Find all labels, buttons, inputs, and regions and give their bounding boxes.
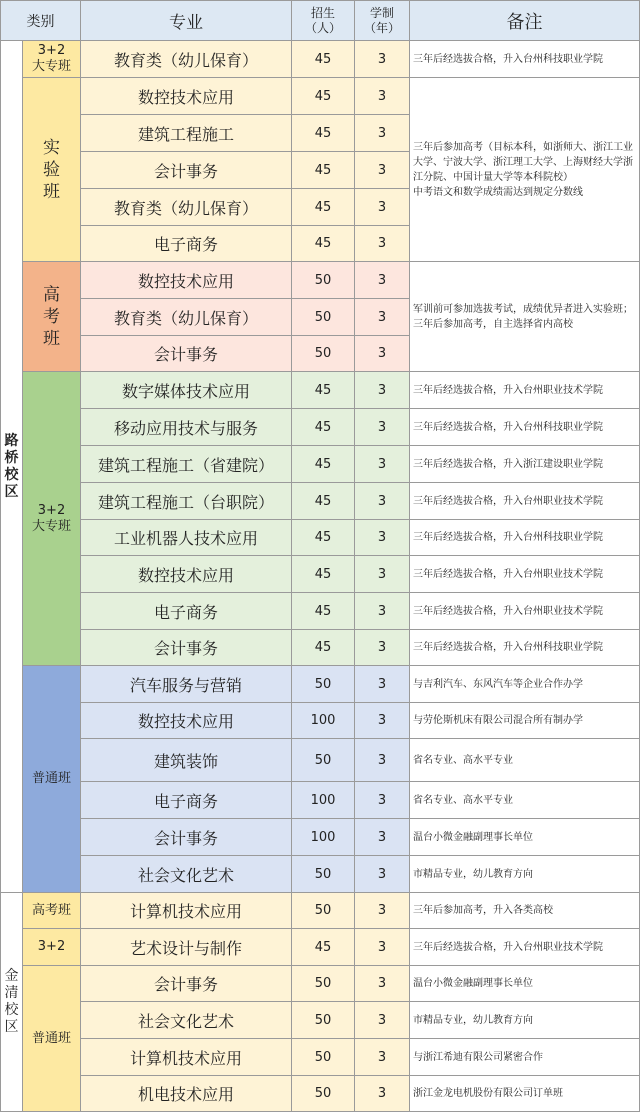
table-row (1, 1002, 640, 1039)
header-note: 备注 (410, 1, 640, 41)
category-experiment: 实验班 (23, 78, 81, 262)
note-cell: 浙江金龙电机股份有限公司订单班 (410, 1076, 640, 1112)
note-cell: 市精品专业，幼儿教育方向 (410, 856, 640, 893)
enroll-cell: 100 (292, 819, 355, 856)
enroll-cell: 50 (292, 336, 355, 372)
major-cell: 会计事务 (81, 152, 292, 189)
enroll-cell: 100 (292, 703, 355, 739)
table-row (1, 856, 640, 893)
table-row (1, 446, 640, 483)
table-row (1, 483, 640, 520)
category-3plus2-college-b: 3+2 大专班 (23, 372, 81, 666)
major-cell: 数控技术应用 (81, 703, 292, 739)
years-cell: 3 (355, 782, 410, 819)
enroll-cell: 50 (292, 666, 355, 703)
enroll-cell: 45 (292, 152, 355, 189)
years-cell: 3 (355, 666, 410, 703)
years-cell: 3 (355, 739, 410, 782)
major-cell: 移动应用技术与服务 (81, 409, 292, 446)
table-row (1, 966, 640, 1002)
note-gaokao: 军训前可参加选拔考试，成绩优异者进入实验班； 三年后参加高考，自主选择省内高校 (410, 262, 640, 372)
years-cell: 3 (355, 336, 410, 372)
note-cell: 三年后经选拔合格，升入台州职业技术学院 (410, 556, 640, 593)
note-cell: 三年后经选拔合格，升入台州职业技术学院 (410, 593, 640, 630)
years-cell: 3 (355, 856, 410, 893)
campus-luqiao: 路桥校区 (1, 41, 23, 893)
major-cell: 数字媒体技术应用 (81, 372, 292, 409)
years-cell: 3 (355, 299, 410, 336)
major-cell: 计算机技术应用 (81, 1039, 292, 1076)
enroll-cell: 45 (292, 226, 355, 262)
years-cell: 3 (355, 152, 410, 189)
years-cell: 3 (355, 115, 410, 152)
table-row (1, 739, 640, 782)
table-row (1, 41, 640, 78)
note-cell: 温台小微金融副理事长单位 (410, 966, 640, 1002)
enroll-cell: 50 (292, 856, 355, 893)
major-cell: 社会文化艺术 (81, 1002, 292, 1039)
major-cell: 教育类（幼儿保育） (81, 299, 292, 336)
table-row (1, 782, 640, 819)
table-row (1, 893, 640, 929)
years-cell: 3 (355, 556, 410, 593)
table-row (1, 372, 640, 409)
years-cell: 3 (355, 630, 410, 666)
years-cell: 3 (355, 893, 410, 929)
years-cell: 3 (355, 819, 410, 856)
note-cell: 三年后经选拔合格，升入浙江建设职业学院 (410, 446, 640, 483)
years-cell: 3 (355, 966, 410, 1002)
major-cell: 计算机技术应用 (81, 893, 292, 929)
years-cell: 3 (355, 41, 410, 78)
table-row (1, 703, 640, 739)
years-cell: 3 (355, 78, 410, 115)
table-row (1, 593, 640, 630)
major-cell: 建筑工程施工 (81, 115, 292, 152)
enroll-cell: 45 (292, 372, 355, 409)
category-jq-3plus2: 3+2 (23, 929, 81, 966)
note-cell: 三年后经选拔合格，升入台州科技职业学院 (410, 520, 640, 556)
note-cell: 三年后经选拔合格，升入台州职业技术学院 (410, 483, 640, 520)
enroll-cell: 45 (292, 556, 355, 593)
years-cell: 3 (355, 262, 410, 299)
major-cell: 社会文化艺术 (81, 856, 292, 893)
category-jq-gaokao: 高考班 (23, 893, 81, 929)
note-experiment: 三年后参加高考（目标本科，如浙师大、浙江工业大学、宁波大学、浙江理工大学、上海财经大学浙江分院、中国计量大学等本科院校） 中考语文和数学成绩需达到规定分数线 (410, 78, 640, 262)
enroll-cell: 50 (292, 893, 355, 929)
category-regular: 普通班 (23, 666, 81, 893)
table-row (1, 1039, 640, 1076)
years-cell: 3 (355, 446, 410, 483)
table-row (1, 929, 640, 966)
major-cell: 建筑装饰 (81, 739, 292, 782)
major-cell: 数控技术应用 (81, 78, 292, 115)
note-cell: 三年后经选拔合格，升入台州职业技术学院 (410, 372, 640, 409)
note-cell: 三年后参加高考，升入各类高校 (410, 893, 640, 929)
major-cell: 教育类（幼儿保育） (81, 41, 292, 78)
years-cell: 3 (355, 372, 410, 409)
note-cell: 与浙江希迪有限公司紧密合作 (410, 1039, 640, 1076)
enroll-cell: 45 (292, 630, 355, 666)
enroll-cell: 50 (292, 966, 355, 1002)
major-cell: 建筑工程施工（台职院） (81, 483, 292, 520)
table-row (1, 556, 640, 593)
note-cell: 三年后经选拔合格，升入台州科技职业学院 (410, 630, 640, 666)
table-row (1, 630, 640, 666)
major-cell: 会计事务 (81, 336, 292, 372)
major-cell: 工业机器人技术应用 (81, 520, 292, 556)
enroll-cell: 50 (292, 1076, 355, 1112)
enroll-cell: 100 (292, 782, 355, 819)
enroll-cell: 50 (292, 262, 355, 299)
major-cell: 电子商务 (81, 593, 292, 630)
major-cell: 会计事务 (81, 966, 292, 1002)
years-cell: 3 (355, 703, 410, 739)
years-cell: 3 (355, 1002, 410, 1039)
major-cell: 数控技术应用 (81, 262, 292, 299)
campus-jinqing: 金清校区 (1, 893, 23, 1112)
table-row (1, 409, 640, 446)
enroll-cell: 45 (292, 41, 355, 78)
enroll-cell: 50 (292, 299, 355, 336)
header-row (1, 1, 640, 41)
major-cell: 建筑工程施工（省建院） (81, 446, 292, 483)
enroll-cell: 45 (292, 483, 355, 520)
enroll-cell: 50 (292, 739, 355, 782)
enroll-cell: 45 (292, 929, 355, 966)
years-cell: 3 (355, 1076, 410, 1112)
major-cell: 会计事务 (81, 819, 292, 856)
enroll-cell: 45 (292, 446, 355, 483)
years-cell: 3 (355, 929, 410, 966)
major-cell: 汽车服务与营销 (81, 666, 292, 703)
enroll-cell: 45 (292, 115, 355, 152)
enroll-cell: 50 (292, 1002, 355, 1039)
note-cell: 省名专业、高水平专业 (410, 782, 640, 819)
years-cell: 3 (355, 1039, 410, 1076)
major-cell: 教育类（幼儿保育） (81, 189, 292, 226)
category-jq-regular: 普通班 (23, 966, 81, 1112)
enroll-cell: 45 (292, 78, 355, 115)
note-cell: 三年后经选拔合格，升入台州职业技术学院 (410, 929, 640, 966)
enroll-cell: 45 (292, 189, 355, 226)
note-cell: 三年后经选拔合格，升入台州科技职业学院 (410, 409, 640, 446)
years-cell: 3 (355, 189, 410, 226)
table-row (1, 520, 640, 556)
years-cell: 3 (355, 226, 410, 262)
major-cell: 会计事务 (81, 630, 292, 666)
category-gaokao: 高考班 (23, 262, 81, 372)
major-cell: 机电技术应用 (81, 1076, 292, 1112)
header-major: 专业 (81, 1, 292, 41)
years-cell: 3 (355, 593, 410, 630)
major-cell: 数控技术应用 (81, 556, 292, 593)
years-cell: 3 (355, 409, 410, 446)
header-enroll: 招生 （人） (292, 1, 355, 41)
note-cell: 省名专业、高水平专业 (410, 739, 640, 782)
major-cell: 电子商务 (81, 226, 292, 262)
table-row (1, 819, 640, 856)
major-cell: 艺术设计与制作 (81, 929, 292, 966)
note-cell: 与吉利汽车、东风汽车等企业合作办学 (410, 666, 640, 703)
table-row (1, 666, 640, 703)
enroll-cell: 50 (292, 1039, 355, 1076)
table-row (1, 1076, 640, 1112)
years-cell: 3 (355, 483, 410, 520)
enroll-cell: 45 (292, 409, 355, 446)
note-cell: 温台小微金融副理事长单位 (410, 819, 640, 856)
table-row (1, 262, 640, 299)
header-category: 类别 (1, 1, 81, 41)
header-duration: 学制 （年） (355, 1, 410, 41)
note-cell: 市精品专业，幼儿教育方向 (410, 1002, 640, 1039)
major-cell: 电子商务 (81, 782, 292, 819)
note-cell: 三年后经选拔合格，升入台州科技职业学院 (410, 41, 640, 78)
table-row (1, 78, 640, 115)
enroll-cell: 45 (292, 593, 355, 630)
category-3plus2-college: 3+2 大专班 (23, 41, 81, 78)
years-cell: 3 (355, 520, 410, 556)
enroll-cell: 45 (292, 520, 355, 556)
note-cell: 与劳伦斯机床有限公司混合所有制办学 (410, 703, 640, 739)
